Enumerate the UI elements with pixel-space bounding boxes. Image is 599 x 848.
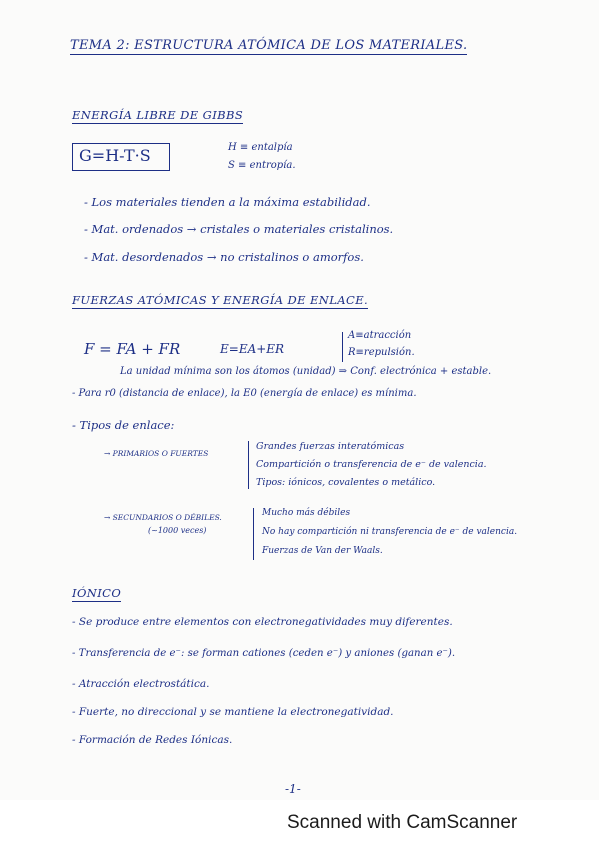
page-number: -1- (285, 782, 301, 796)
secondary-bonds-note: (~1000 veces) (148, 526, 207, 535)
secondary-item-2: No hay compartición ni transferencia de e⁻ de valencia. (262, 527, 518, 537)
secondary-item-3: Fuerzas de Van der Waals. (262, 546, 383, 556)
primary-item-3: Tipos: iónicos, covalentes o metálico. (256, 477, 436, 488)
ionic-bullet-5: - Formación de Redes Iónicas. (72, 734, 233, 746)
page-title: TEMA 2: ESTRUCTURA ATÓMICA DE LOS MATERIALES. (70, 38, 468, 53)
entropy-definition: S ≡ entropía. (228, 160, 296, 171)
ionic-bullet-4: - Fuerte, no direccional y se mantiene la electronegatividad. (72, 706, 394, 718)
enthalpy-definition: H ≡ entalpía (228, 142, 293, 153)
bond-types-label: - Tipos de enlace: (72, 418, 175, 432)
gibbs-heading: ENERGÍA LIBRE DE GIBBS (72, 108, 244, 122)
secondary-item-1: Mucho más débiles (262, 508, 351, 518)
gibbs-bullet-2: - Mat. ordenados → cristales o materiales cristalinos. (84, 222, 394, 236)
units-line: La unidad mínima son los átomos (unidad) ⇒ Conf. electrónica + estable. (120, 366, 492, 377)
gibbs-bullet-1: - Los materiales tienden a la máxima estabilidad. (84, 195, 371, 209)
ionic-bullet-3: - Atracción electrostática. (72, 678, 210, 690)
primary-bonds-label: → PRIMARIOS O FUERTES (104, 449, 209, 458)
attraction-definition: A≡atracción (348, 330, 412, 341)
primary-item-1: Grandes fuerzas interatómicas (256, 441, 405, 452)
secondary-bonds-label: → SECUNDARIOS O DÉBILES. (104, 513, 222, 522)
brace-line (248, 441, 249, 489)
scanner-watermark: Scanned with CamScanner (287, 812, 518, 833)
primary-item-2: Compartición o transferencia de e⁻ de valencia. (256, 459, 487, 470)
gibbs-formula: G=H-T·S (79, 146, 151, 165)
gibbs-formula-box (72, 143, 170, 171)
energy-formula: E=EA+ER (220, 342, 285, 356)
forces-heading: FUERZAS ATÓMICAS Y ENERGÍA DE ENLACE. (72, 293, 369, 307)
force-formula: F = FA + FR (84, 340, 181, 358)
ionic-heading: IÓNICO (72, 586, 122, 600)
gibbs-bullet-3: - Mat. desordenados → no cristalinos o amorfos. (84, 250, 364, 264)
r0-line: - Para r0 (distancia de enlace), la E0 (energía de enlace) es mínima. (72, 388, 417, 399)
brace-line (342, 332, 343, 362)
ionic-bullet-1: - Se produce entre elementos con electronegatividades muy diferentes. (72, 616, 453, 628)
ionic-bullet-2: - Transferencia de e⁻: se forman cationes (ceden e⁻) y aniones (ganan e⁻). (72, 648, 456, 659)
brace-line (253, 508, 254, 560)
repulsion-definition: R≡repulsión. (348, 347, 415, 358)
